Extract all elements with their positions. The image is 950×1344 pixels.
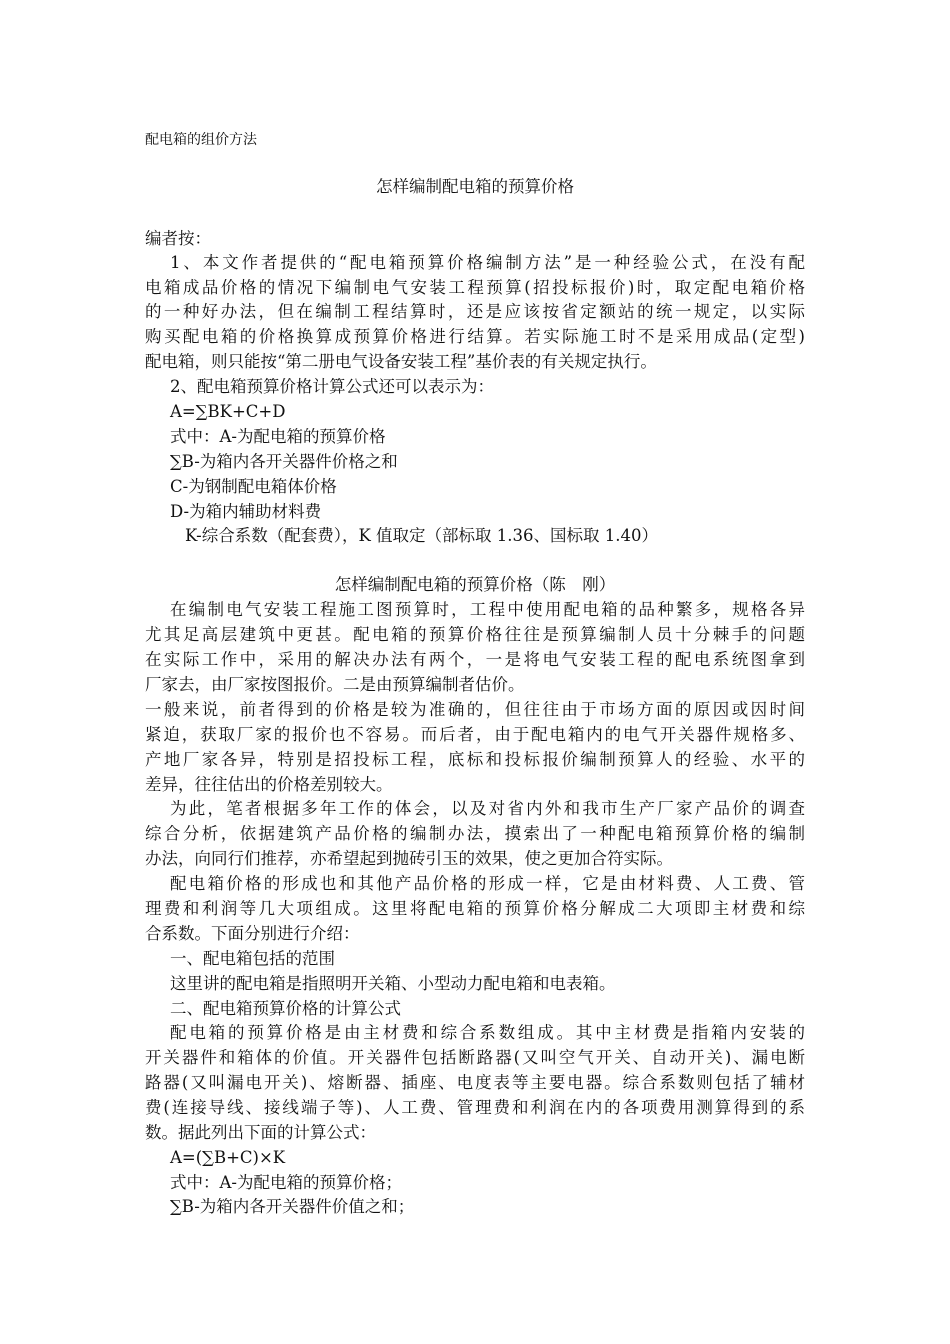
scope-heading: 一、配电箱包括的范围 [170,949,335,968]
formula: A=∑BK+C+D [170,402,286,421]
editor-note-label: 编者按： [145,229,211,248]
p1-line: 厂家去，由厂家按图报价。二是由预算编制者估价。 [145,675,525,694]
p4-line: 理费和利润等几大项组成。这里将配电箱的预算价格分解成二大项即主材费和综 [145,899,805,918]
document-title: 配电箱的组价方法 [145,132,257,148]
formula-def-d: D-为箱内辅助材料费 [170,502,322,521]
p2-line: 差异，往往估出的价格差别较大。 [145,775,393,794]
formula2-def-b: ∑B-为箱内各开关器件价值之和； [170,1197,415,1216]
formula-def-k: K-综合系数（配套费），K 值取定（部标取 1.36、国标取 1.40） [185,526,658,545]
formula2: A=(∑B+C)×K [170,1148,286,1167]
p5-line: 路器(又叫漏电开关)、熔断器、插座、电度表等主要电器。综合系数则包括了辅材 [145,1073,805,1092]
p1-line: 尤其足高层建筑中更甚。配电箱的预算价格往往是预算编制人员十分棘手的问题 [145,625,805,644]
scope-text: 这里讲的配电箱是指照明开关箱、小型动力配电箱和电表箱。 [170,974,616,993]
note1-line: 购买配电箱的价格换算成预算价格进行结算。若实际施工时不是采用成品(定型) [145,327,805,346]
formula-def-c: C-为钢制配电箱体价格 [170,477,337,496]
p2-line: 产地厂家各异，特别是招投标工程，底标和投标报价编制预算人的经验、水平的 [145,750,805,769]
formula-heading: 二、配电箱预算价格的计算公式 [170,999,401,1018]
p5-line: 数。据此列出下面的计算公式： [145,1123,376,1142]
p3-line: 办法，向同行们推荐，亦希望起到抛砖引玉的效果，使之更加合符实际。 [145,849,673,868]
p2-line: 一般来说，前者得到的价格是较为准确的，但往往由于市场方面的原因或因时间 [145,700,805,719]
note1-line: 1、本文作者提供的“配电箱预算价格编制方法”是一种经验公式，在没有配 [170,253,805,272]
formula2-def-a: 式中：A-为配电箱的预算价格； [170,1173,402,1192]
p1-line: 在编制电气安装工程施工图预算时，工程中使用配电箱的品种繁多，规格各异 [170,600,805,619]
note2: 2、配电箱预算价格计算公式还可以表示为： [170,377,494,396]
note1-line: 配电箱，则只能按“第二册电气设备安装工程”基价表的有关规定执行。 [145,352,657,371]
section1-heading: 怎样编制配电箱的预算价格 [376,177,574,196]
p5-line: 配电箱的预算价格是由主材费和综合系数组成。其中主材费是指箱内安装的 [170,1023,805,1042]
formula-def-a: 式中：A-为配电箱的预算价格 [170,427,386,446]
note1-line: 电箱成品价格的情况下编制电气安装工程预算(招投标报价)时，取定配电箱价格 [145,278,805,297]
formula-def-b: ∑B-为箱内各开关器件价格之和 [170,452,398,471]
p4-line: 配电箱价格的形成也和其他产品价格的形成一样，它是由材料费、人工费、管 [170,874,805,893]
p1-line: 在实际工作中，采用的解决办法有两个，一是将电气安装工程的配电系统图拿到 [145,650,805,669]
p3-line: 综合分析，依据建筑产品价格的编制办法，摸索出了一种配电箱预算价格的编制 [145,824,805,843]
p3-line: 为此，笔者根据多年工作的体会，以及对省内外和我市生产厂家产品价的调查 [170,799,805,818]
note1-line: 的一种好办法，但在编制工程结算时，还是应该按省定额站的统一规定，以实际 [145,302,805,321]
section2-heading: 怎样编制配电箱的预算价格（陈 刚） [334,575,616,594]
p5-line: 费(连接导线、接线端子等)、人工费、管理费和利润在内的各项费用测算得到的系 [145,1098,805,1117]
p4-line: 合系数。下面分别进行介绍： [145,924,360,943]
p2-line: 紧迫，获取厂家的报价也不容易。而后者，由于配电箱内的电气开关器件规格多、 [145,725,805,744]
p5-line: 开关器件和箱体的价值。开关器件包括断路器(又叫空气开关、自动开关)、漏电断 [145,1048,805,1067]
